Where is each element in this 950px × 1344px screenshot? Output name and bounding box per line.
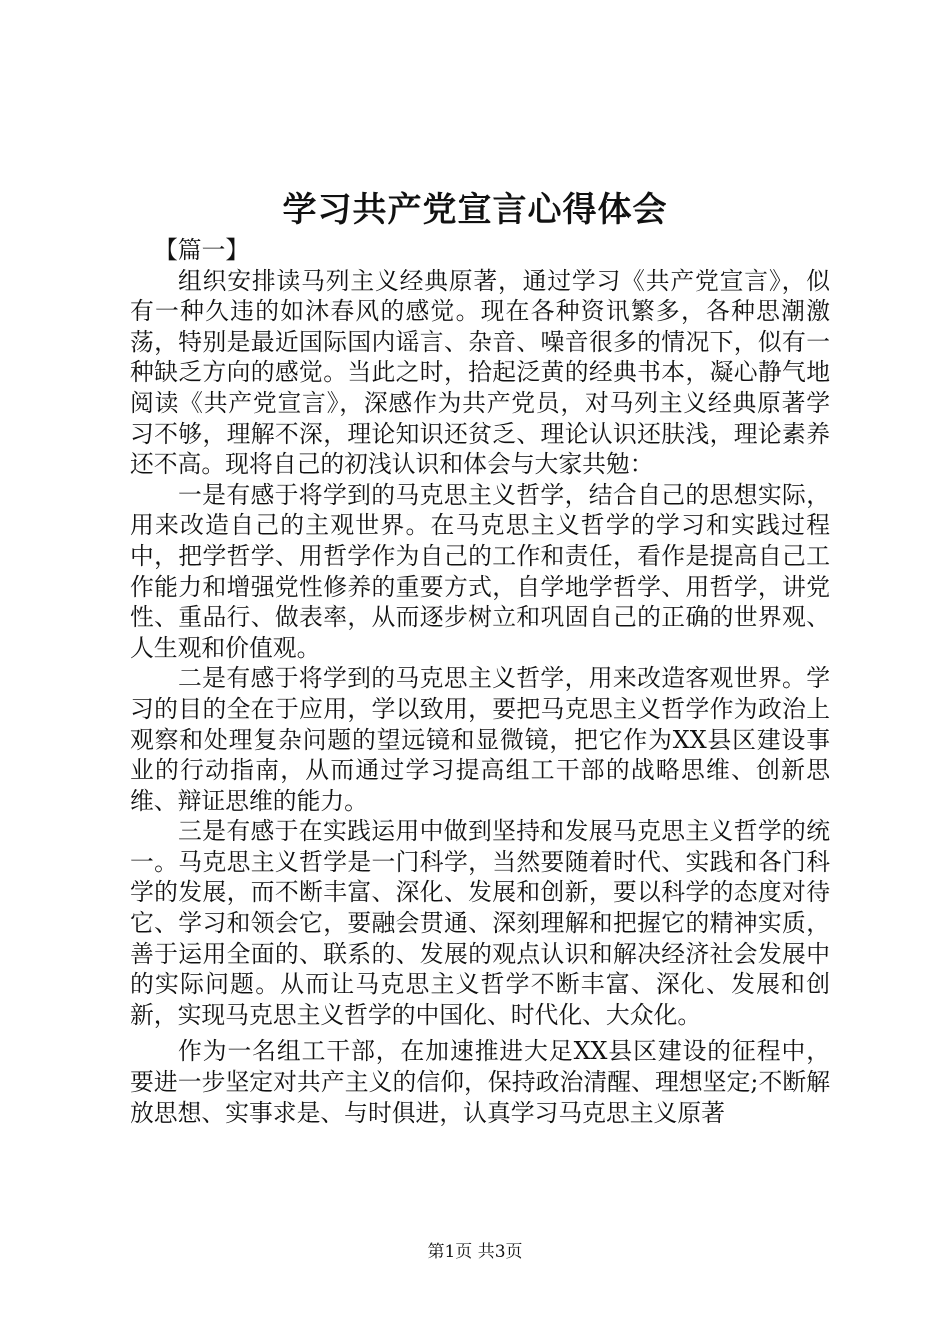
paragraph-5: 作为一名组工干部，在加速推进大足XX县区建设的征程中，要进一步坚定对共产主义的信仰，保持政治清醒、理想坚定;不断解放思想、实事求是、与时俱进，认真学习马克思主义原著 (130, 1037, 830, 1127)
document-title: 学习共产党宣言心得体会 (282, 190, 668, 230)
paragraph-2: 一是有感于将学到的马克思主义哲学，结合自己的思想实际，用来改造自己的主观世界。在马克思主义哲学的学习和实践过程中，把学哲学、用哲学作为自己的工作和责任，看作是提高自己工作能力和增强党性修养的重要方式，自学地学哲学、用哲学，讲党性、重品行、做表率，从而逐步树立和巩固自己的正确的世界观、人生观和价值观。 (130, 480, 830, 662)
paragraph-3: 二是有感于将学到的马克思主义哲学，用来改造客观世界。学习的目的全在于应用，学以致用，要把马克思主义哲学作为政治上观察和处理复杂问题的望远镜和显微镜，把它作为XX县区建设事业的行动指南，从而通过学习提高组工干部的战略思维、创新思维、辩证思维的能力。 (130, 664, 830, 815)
page-footer: 第1页 共3页 (427, 1242, 523, 1262)
document-body (130, 235, 830, 1128)
section-mark: 【篇一】 (154, 236, 250, 264)
paragraph-1: 组织安排读马列主义经典原著，通过学习《共产党宣言》，似有一种久违的如沐春风的感觉。现在各种资讯繁多，各种思潮激荡，特别是最近国际国内谣言、杂音、噪音很多的情况下，似有一种缺乏方向的感觉。当此之时，拾起泛黄的经典书本，凝心静气地阅读《共产党宣言》，深感作为共产党员，对马列主义经典原著学习不够，理解不深，理论知识还贫乏、理论认识还肤浅，理论素养还不高。现将自己的初浅认识和体会与大家共勉： (130, 266, 830, 479)
paragraph-4: 三是有感于在实践运用中做到坚持和发展马克思主义哲学的统一。马克思主义哲学是一门科学，当然要随着时代、实践和各门科学的发展，而不断丰富、深化、发展和创新，要以科学的态度对待它、学习和领会它，要融会贯通、深刻理解和把握它的精神实质，善于运用全面的、联系的、发展的观点认识和解决经济社会发展中的实际问题。从而让马克思主义哲学不断丰富、深化、发展和创新，实现马克思主义哲学的中国化、时代化、大众化。 (130, 817, 830, 1029)
